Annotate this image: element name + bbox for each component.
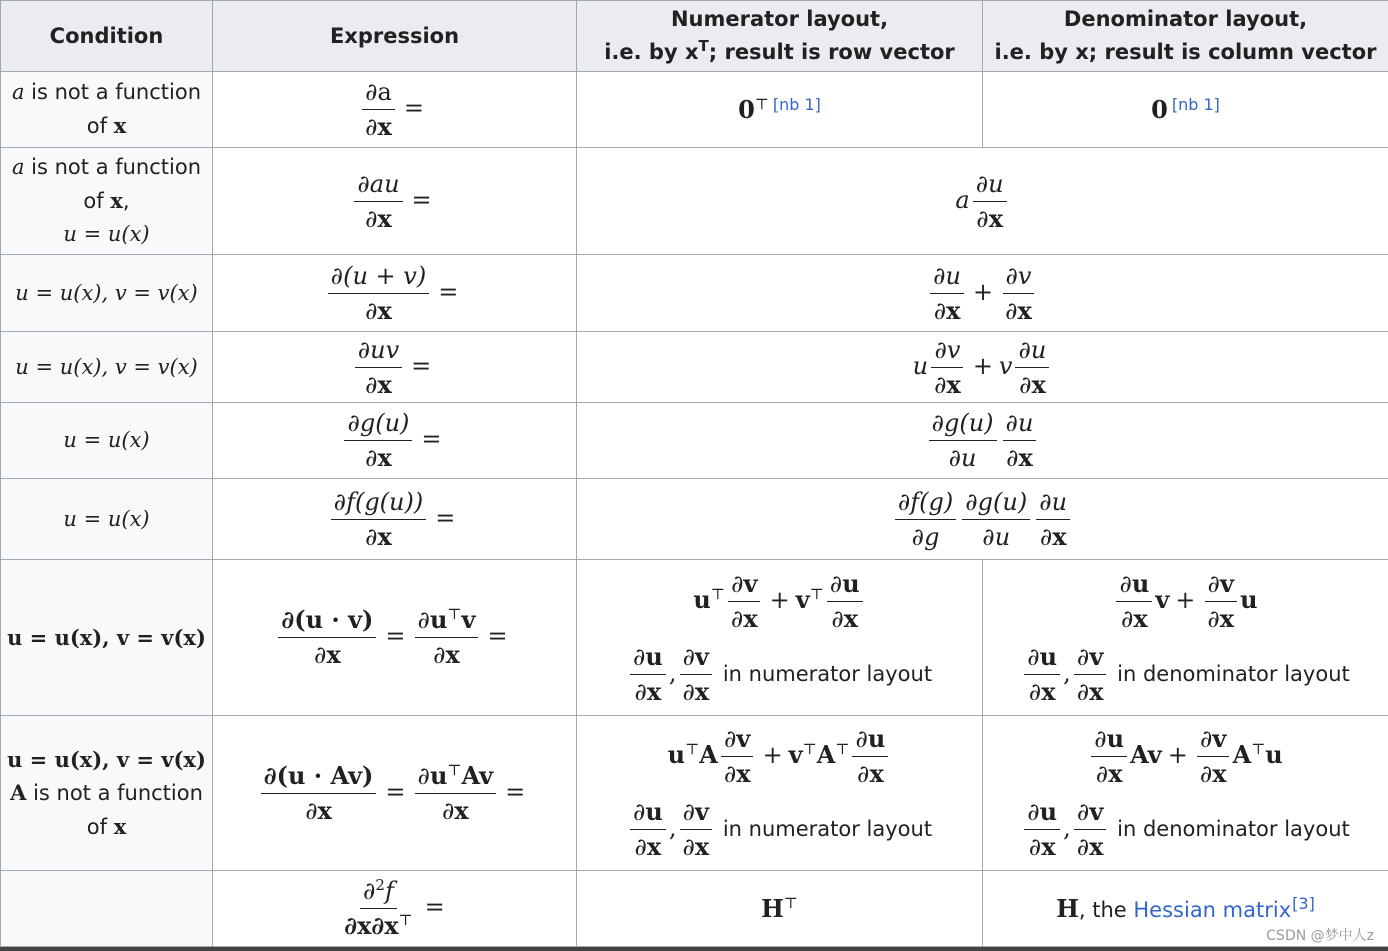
var-u: u — [693, 584, 711, 614]
var-A: A — [10, 779, 27, 805]
equals-sign: = — [411, 351, 432, 380]
condition-cell — [1, 332, 213, 403]
zero-vector: 0 — [738, 95, 755, 124]
var-x: x — [869, 759, 884, 788]
expression-cell — [213, 255, 577, 332]
table-row — [1, 403, 1388, 479]
plus-sign: + — [762, 741, 783, 769]
comma: , — [668, 814, 677, 842]
table-row — [1, 332, 1388, 403]
partial-symbol: ∂ — [911, 522, 925, 551]
partial-symbol: ∂ — [857, 760, 870, 788]
partial-symbol: ∂ — [933, 261, 946, 290]
expression-cell — [213, 148, 577, 255]
equals-sign: = — [435, 503, 456, 532]
var-x: x — [946, 369, 961, 399]
transpose-sup: ⊤ — [754, 95, 769, 113]
var-x: x — [326, 640, 341, 669]
var-v: v — [998, 351, 1013, 380]
partial-symbol: ∂ — [1028, 833, 1042, 861]
var-x: x — [377, 295, 392, 325]
layout-note: in denominator layout — [1117, 661, 1350, 686]
table-row — [1, 479, 1388, 560]
layout-note: in denominator layout — [1117, 817, 1350, 841]
var-x: x — [743, 603, 758, 633]
var-u: u — [1131, 568, 1150, 598]
partial-symbol: ∂ — [1076, 798, 1090, 826]
equals-sign: = — [385, 622, 406, 650]
partial-symbol: ∂ — [305, 796, 318, 825]
var-x: x — [1018, 443, 1033, 472]
var-A: A — [1232, 740, 1252, 769]
partial-symbol: ∂ — [948, 444, 962, 472]
equals-sign: = — [424, 893, 445, 921]
expression-cell — [213, 403, 577, 479]
partial-symbol: ∂ — [632, 798, 646, 826]
cond-u-eq: u = u(x) — [63, 428, 150, 452]
expr-numerator: ∂uv — [355, 335, 402, 368]
partial-symbol: ∂ — [1076, 642, 1090, 671]
cond-u-v-bold: u = u(x), v = v(x) — [7, 746, 206, 772]
comma: , — [1063, 658, 1071, 687]
denominator-dxdx: ∂x∂x — [344, 911, 399, 940]
condition-cell — [1, 148, 213, 255]
var-x: x — [843, 603, 859, 633]
frac-numerator: ∂g(u) — [962, 487, 1030, 520]
plus-sign: + — [769, 585, 790, 614]
partial-symbol: ∂ — [975, 169, 989, 198]
var-x: x — [1041, 832, 1056, 861]
partial-symbol: ∂ — [1095, 760, 1109, 788]
expression-cell — [213, 871, 577, 947]
expression-cell — [213, 332, 577, 403]
var-x: x — [1089, 676, 1104, 706]
equals-sign: = — [505, 777, 526, 806]
partial-symbol: ∂ — [934, 335, 947, 364]
frac-numerator: ∂f(g) — [895, 487, 956, 520]
var-v: v — [1089, 797, 1104, 826]
var-f: f — [384, 877, 394, 905]
partial-symbol: ∂ — [1121, 604, 1134, 633]
var-x: x — [113, 813, 127, 839]
partial-symbol: ∂ — [365, 113, 378, 141]
partial-symbol: ∂ — [634, 833, 647, 861]
equals-sign: = — [403, 94, 424, 122]
comma: , — [1063, 814, 1071, 842]
partial-symbol: ∂ — [1207, 604, 1220, 633]
header-row — [1, 1, 1388, 72]
exponent-two: 2 — [375, 876, 385, 894]
expr-numerator: ∂g(u) — [344, 408, 412, 441]
partial-symbol: ∂ — [632, 642, 646, 671]
expression-cell — [213, 560, 577, 716]
var-x: x — [1108, 759, 1123, 788]
header-expression: Expression — [213, 1, 577, 72]
transpose-sup: ⊤ — [783, 894, 798, 912]
var-x: x — [377, 369, 392, 399]
partial-symbol: ∂ — [1027, 798, 1040, 826]
partial-symbol: ∂ — [730, 604, 744, 633]
equals-sign: = — [421, 425, 442, 453]
var-v: v — [1017, 261, 1032, 290]
var-A: A — [461, 760, 480, 790]
partial-symbol: ∂ — [723, 760, 737, 788]
equals-sign: = — [487, 622, 508, 650]
transpose-sup: ⊤ — [447, 760, 462, 779]
comma: , — [122, 189, 130, 213]
table-row — [1, 255, 1388, 332]
partial-symbol: ∂ — [1018, 335, 1031, 364]
var-u: u — [667, 740, 686, 769]
partial-symbol: ∂ — [634, 677, 647, 706]
transpose-sup: ⊤ — [398, 911, 413, 929]
var-x: x — [377, 203, 392, 233]
transpose-sup: ⊤ — [835, 740, 850, 758]
partial-symbol: ∂ — [1119, 569, 1132, 598]
cond-text: is not a function — [31, 80, 202, 104]
partial-symbol: ∂ — [682, 798, 696, 826]
transpose-sup: ⊤ — [710, 584, 725, 603]
header-numerator-pre: i.e. by x — [604, 40, 699, 64]
var-u: u — [867, 724, 886, 753]
partial-symbol: ∂ — [1076, 677, 1090, 706]
var-x: x — [694, 832, 710, 861]
condition-cell — [1, 403, 213, 479]
cond-u-v: u = u(x), v = v(x) — [15, 280, 198, 305]
var-x: x — [445, 640, 460, 669]
header-condition: Condition — [1, 1, 213, 72]
hessian-the-text: , the — [1078, 898, 1127, 922]
var-v: v — [695, 641, 709, 671]
cond-text: is not a function — [31, 155, 202, 179]
partial-symbol: ∂ — [1076, 833, 1090, 861]
watermark: CSDN @梦中人z — [1266, 928, 1374, 944]
layout-note: in numerator layout — [722, 817, 933, 841]
var-H: H — [1056, 894, 1079, 923]
comma: , — [668, 658, 677, 687]
bottom-bar — [0, 947, 1388, 951]
var-u: u — [1240, 584, 1258, 614]
table-row — [1, 871, 1388, 947]
expression-cell — [213, 716, 577, 871]
ref-nb1-link[interactable]: [nb 1] — [1171, 95, 1220, 114]
var-x: x — [1041, 676, 1056, 706]
partial-symbol: ∂ — [1094, 725, 1107, 753]
header-numerator-post: ; result is row vector — [708, 40, 955, 64]
var-x: x — [646, 832, 662, 861]
var-v: v — [946, 335, 961, 364]
expr-numerator: ∂(u · v) — [278, 605, 376, 638]
header-denominator-line2 — [987, 36, 1384, 69]
transpose-sup: ⊤ — [809, 584, 824, 603]
partial-symbol: ∂ — [365, 522, 378, 551]
var-u: u — [429, 760, 448, 790]
var-x: x — [1133, 603, 1148, 633]
ref-3-link[interactable]: [3] — [1292, 894, 1315, 913]
partial-symbol: ∂ — [1039, 522, 1053, 551]
var-u: u — [429, 605, 448, 634]
expr-numerator: ∂a — [362, 77, 395, 110]
var-x: x — [694, 676, 710, 706]
plus-sign: + — [1175, 585, 1196, 614]
var-v: v — [1089, 641, 1104, 671]
var-x: x — [646, 676, 662, 706]
partial-symbol: ∂ — [682, 833, 695, 861]
var-v: v — [743, 568, 758, 598]
var-A: A — [816, 740, 836, 769]
condition-cell — [1, 72, 213, 148]
expression-cell — [213, 72, 577, 148]
plus-sign: + — [1167, 741, 1188, 769]
var-u: u — [994, 522, 1011, 551]
var-v: v — [1219, 568, 1234, 598]
var-v: v — [695, 797, 709, 826]
cond-text-of: of — [83, 189, 104, 213]
var-x: x — [113, 113, 127, 138]
equals-sign: = — [411, 185, 432, 214]
partial-symbol: ∂ — [365, 444, 378, 472]
expr-numerator: ∂(u + v) — [328, 261, 430, 294]
header-denominator-pre: i.e. by x — [994, 40, 1089, 64]
numerator-cell — [577, 560, 983, 716]
partial-symbol: ∂ — [855, 725, 868, 753]
numerator-cell — [577, 716, 983, 871]
partial-symbol: ∂ — [724, 725, 737, 753]
partial-symbol: ∂ — [1006, 444, 1019, 472]
var-x: x — [1089, 832, 1104, 861]
header-denominator — [983, 1, 1388, 72]
var-x: x — [1212, 759, 1227, 788]
transpose-sup: ⊤ — [1251, 740, 1266, 758]
partial-symbol: ∂ — [1005, 261, 1018, 290]
var-u: u — [1039, 641, 1058, 671]
zero-vector: 0 — [1151, 95, 1168, 124]
header-numerator-line1: Numerator layout, — [670, 7, 889, 31]
partial-symbol: ∂ — [1039, 487, 1052, 516]
merged-result-cell — [577, 403, 1388, 479]
var-u: u — [842, 568, 860, 598]
var-x: x — [988, 203, 1004, 233]
ref-nb1-link[interactable]: [nb 1] — [772, 95, 821, 114]
equals-sign: = — [385, 777, 406, 806]
partial-symbol: ∂ — [682, 677, 695, 706]
condition-cell — [1, 871, 213, 947]
partial-symbol: ∂ — [441, 796, 455, 825]
numerator-cell — [577, 72, 983, 148]
var-u: u — [912, 351, 929, 380]
var-x: x — [1052, 521, 1067, 551]
cond-u-v-bold: u = u(x), v = v(x) — [7, 624, 206, 650]
var-x: x — [377, 521, 392, 551]
partial-symbol: ∂ — [831, 604, 844, 633]
var-u: u — [1039, 797, 1058, 826]
partial-symbol: ∂ — [433, 641, 446, 669]
var-v: v — [788, 740, 803, 769]
transpose-sup: ⊤ — [685, 740, 700, 758]
table-row — [1, 148, 1388, 255]
var-A: A — [699, 740, 718, 769]
partial-symbol: ∂ — [1200, 725, 1213, 753]
denominator-cell — [983, 72, 1388, 148]
header-numerator-sup: T — [698, 37, 709, 55]
var-v: v — [461, 605, 476, 634]
var-x: x — [110, 188, 123, 213]
partial-symbol: ∂ — [933, 296, 947, 325]
hessian-matrix-link[interactable]: Hessian matrix — [1133, 898, 1292, 922]
var-x: x — [946, 295, 961, 325]
var-x: x — [454, 795, 469, 825]
transpose-sup: ⊤ — [447, 605, 462, 623]
cond-u-eq: u = u(x) — [63, 222, 150, 246]
header-numerator — [577, 1, 983, 72]
partial-symbol: ∂ — [829, 569, 843, 598]
var-v: v — [736, 724, 751, 753]
expr-numerator: ∂(u · Av) — [261, 761, 377, 794]
var-u: u — [961, 444, 977, 472]
expression-cell — [213, 479, 577, 560]
plus-sign: + — [973, 277, 994, 306]
partial-symbol: ∂ — [682, 642, 696, 671]
var-u: u — [1017, 409, 1034, 437]
partial-symbol: ∂ — [1199, 760, 1213, 788]
partial-symbol: ∂ — [1019, 370, 1032, 399]
partial-symbol: ∂ — [1027, 642, 1040, 671]
condition-cell — [1, 255, 213, 332]
merged-result-cell — [577, 255, 1388, 332]
partial-symbol: ∂ — [1005, 409, 1018, 437]
condition-cell — [1, 479, 213, 560]
condition-cell — [1, 560, 213, 716]
partial-symbol: ∂ — [417, 606, 430, 634]
transpose-sup: ⊤ — [802, 740, 817, 758]
var-u: u — [1030, 335, 1047, 364]
expr-numerator: ∂f(g(u)) — [331, 487, 427, 520]
var-u: u — [645, 797, 663, 826]
var-v: v — [795, 584, 810, 614]
merged-result-cell — [577, 332, 1388, 403]
partial-symbol: ∂ — [982, 522, 995, 551]
var-u: u — [1051, 487, 1068, 516]
var-x: x — [736, 759, 751, 788]
frac-numerator: ∂g(u) — [929, 408, 997, 441]
var-A: A — [1130, 740, 1148, 769]
var-v: v — [1155, 584, 1170, 614]
cond-text-of: of — [86, 814, 108, 839]
var-u: u — [1106, 724, 1125, 753]
var-x: x — [317, 795, 332, 825]
cond-u-eq: u = u(x) — [63, 506, 150, 531]
partial-symbol: ∂ — [1005, 296, 1018, 325]
layout-note: in numerator layout — [722, 661, 933, 686]
partial-symbol: ∂ — [365, 296, 378, 325]
cond-text-of: of — [86, 114, 108, 138]
condition-cell — [1, 716, 213, 871]
partial-symbol: ∂ — [365, 370, 378, 399]
partial-symbol: ∂ — [731, 569, 744, 598]
var-x: x — [377, 112, 392, 141]
partial-symbol: ∂ — [363, 877, 376, 905]
var-u: u — [1265, 740, 1283, 769]
numerator-cell — [577, 871, 983, 947]
var-x: x — [1017, 295, 1032, 325]
var-u: u — [945, 261, 962, 290]
denominator-cell — [983, 560, 1388, 716]
partial-symbol: ∂ — [934, 370, 947, 399]
cond-text: is not a function — [33, 780, 203, 805]
var-u: u — [988, 169, 1004, 198]
var-x: x — [1031, 369, 1046, 399]
merged-result-cell — [577, 148, 1388, 255]
var-a: a — [11, 155, 25, 179]
header-numerator-line2 — [581, 36, 978, 69]
header-denominator-post: ; result is column vector — [1088, 40, 1377, 64]
partial-symbol: ∂ — [1207, 569, 1220, 598]
expr-numerator: ∂au — [354, 169, 402, 202]
var-v: v — [1147, 740, 1162, 769]
var-x: x — [377, 443, 392, 472]
partial-symbol: ∂ — [976, 204, 989, 233]
denominator-cell — [983, 716, 1388, 871]
equals-sign: = — [438, 277, 459, 306]
var-H: H — [761, 894, 784, 923]
partial-symbol: ∂ — [314, 641, 327, 669]
var-a: a — [11, 80, 25, 104]
plus-sign: + — [972, 351, 993, 380]
partial-symbol: ∂ — [417, 761, 430, 790]
var-u: u — [645, 641, 663, 671]
table-row — [1, 560, 1388, 716]
var-g: g — [924, 522, 940, 551]
merged-result-cell — [577, 479, 1388, 560]
partial-symbol: ∂ — [1028, 677, 1042, 706]
table-row — [1, 716, 1388, 871]
cond-u-v: u = u(x), v = v(x) — [15, 354, 198, 379]
header-denominator-line1: Denominator layout, — [1063, 7, 1308, 31]
partial-symbol: ∂ — [365, 204, 378, 233]
var-x: x — [1219, 603, 1235, 633]
table-row — [1, 72, 1388, 148]
var-v: v — [1212, 724, 1227, 753]
var-a: a — [955, 185, 970, 214]
var-v: v — [479, 760, 494, 790]
